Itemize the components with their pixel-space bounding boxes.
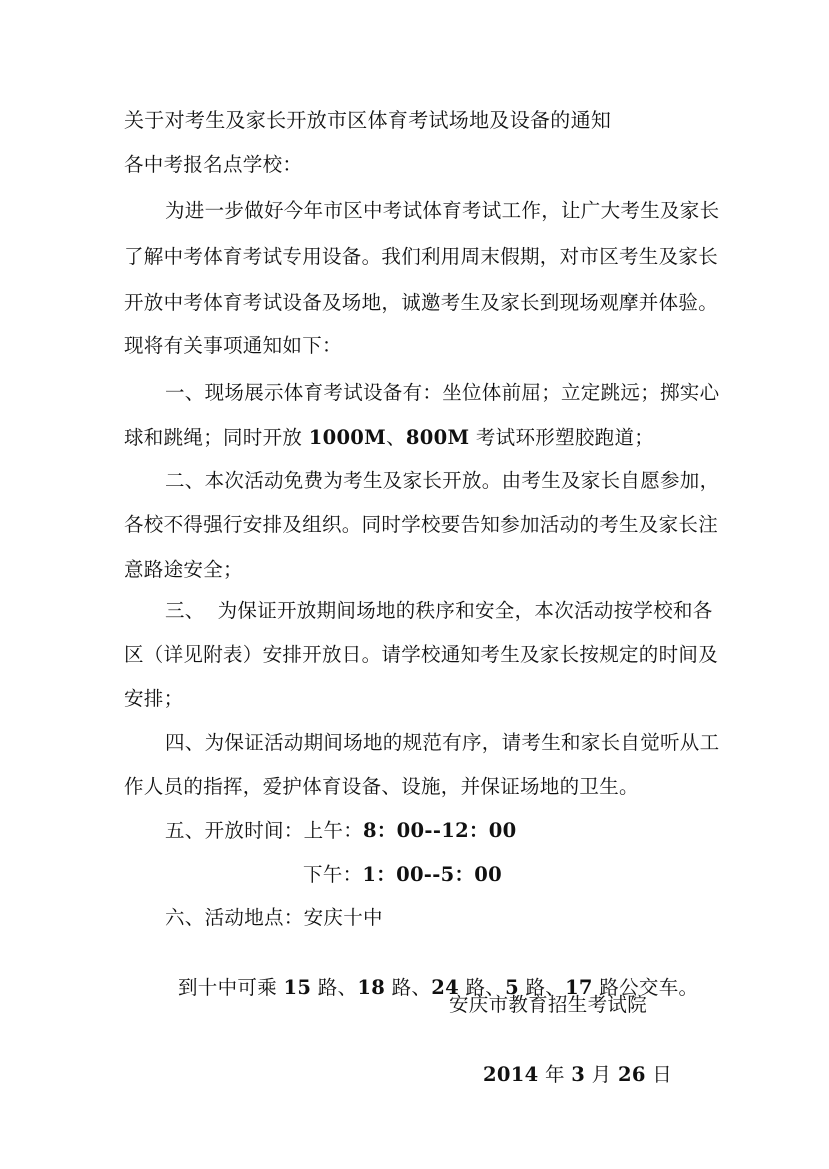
item-4-line: 四、为保证活动期间场地的规范有序，请考生和家长自觉听从工 — [165, 731, 720, 754]
bus-text: 到十中可乘 — [178, 976, 284, 999]
intro-line: 为进一步做好今年市区中考试体育考试工作，让广大考生及家长 — [165, 199, 720, 222]
item-3-line: 安排； — [124, 687, 184, 710]
bus-route: 5 — [505, 976, 519, 999]
bus-text: 路、 — [311, 976, 358, 999]
item-5-line — [303, 862, 502, 888]
item-1-line: 一、现场展示体育考试设备有：坐位体前屈；立定跳远；掷实心 — [165, 381, 720, 404]
item-2-line: 各校不得强行安排及组织。同时学校要告知参加活动的考生及家长注 — [124, 513, 719, 536]
date-day: 26 — [617, 1063, 646, 1086]
item-1-text: 、 — [386, 426, 406, 449]
intro-line: 现将有关事项通知如下： — [124, 334, 342, 357]
date-unit: 年 — [538, 1063, 572, 1086]
date-unit: 日 — [645, 1063, 673, 1086]
track-length-800m: 800M — [405, 426, 470, 449]
track-length-1000m: 1000M — [308, 426, 387, 449]
bus-route: 18 — [357, 976, 386, 999]
item-1-text: 考试环形塑胶跑道； — [469, 426, 655, 449]
bus-route: 15 — [283, 976, 312, 999]
bus-text: 路、 — [385, 976, 432, 999]
item-3-line: 区（详见附表）安排开放日。请学校通知考生及家长按规定的时间及 — [124, 643, 719, 666]
item-2-line: 二、本次活动免费为考生及家长开放。由考生及家长自愿参加， — [165, 469, 720, 492]
bus-route: 17 — [565, 976, 593, 999]
intro-line: 开放中考体育考试设备及场地，诚邀考生及家长到现场观摩并体验。 — [124, 291, 719, 314]
item-1-line — [124, 425, 654, 451]
issuing-organization: 安庆市教育招生考试院 — [449, 993, 648, 1016]
item-5-line — [165, 818, 516, 844]
item-1-text: 球和跳绳；同时开放 — [124, 426, 309, 449]
date-year: 2014 — [483, 1063, 539, 1086]
item-3-line: 三、 为保证开放期间场地的秩序和安全，本次活动按学校和各 — [165, 599, 713, 622]
morning-hours: 8：00--12：00 — [363, 819, 517, 842]
bus-route: 24 — [431, 976, 459, 999]
date-unit: 月 — [585, 1063, 618, 1086]
notice-title: 关于对考生及家长开放市区体育考试场地及设备的通知 — [124, 108, 612, 132]
intro-line: 了解中考体育考试专用设备。我们利用周末假期，对市区考生及家长 — [124, 245, 719, 268]
item-2-line: 意路途安全； — [124, 558, 243, 581]
item-6-line: 六、活动地点：安庆十中 — [165, 906, 383, 929]
afternoon-hours: 1：00--5：00 — [362, 863, 503, 886]
date-month: 3 — [571, 1063, 586, 1086]
salutation: 各中考报名点学校： — [124, 153, 303, 176]
bus-text: 路公交车。 — [592, 976, 699, 999]
afternoon-label: 下午： — [303, 863, 363, 886]
bus-text: 路、 — [518, 976, 566, 999]
issue-date — [470, 1036, 672, 1088]
item-4-line: 作人员的指挥，爱护体育设备、设施，并保证场地的卫生。 — [124, 775, 639, 798]
bus-text: 路、 — [458, 976, 506, 999]
open-time-label: 五、开放时间：上午： — [165, 819, 364, 842]
